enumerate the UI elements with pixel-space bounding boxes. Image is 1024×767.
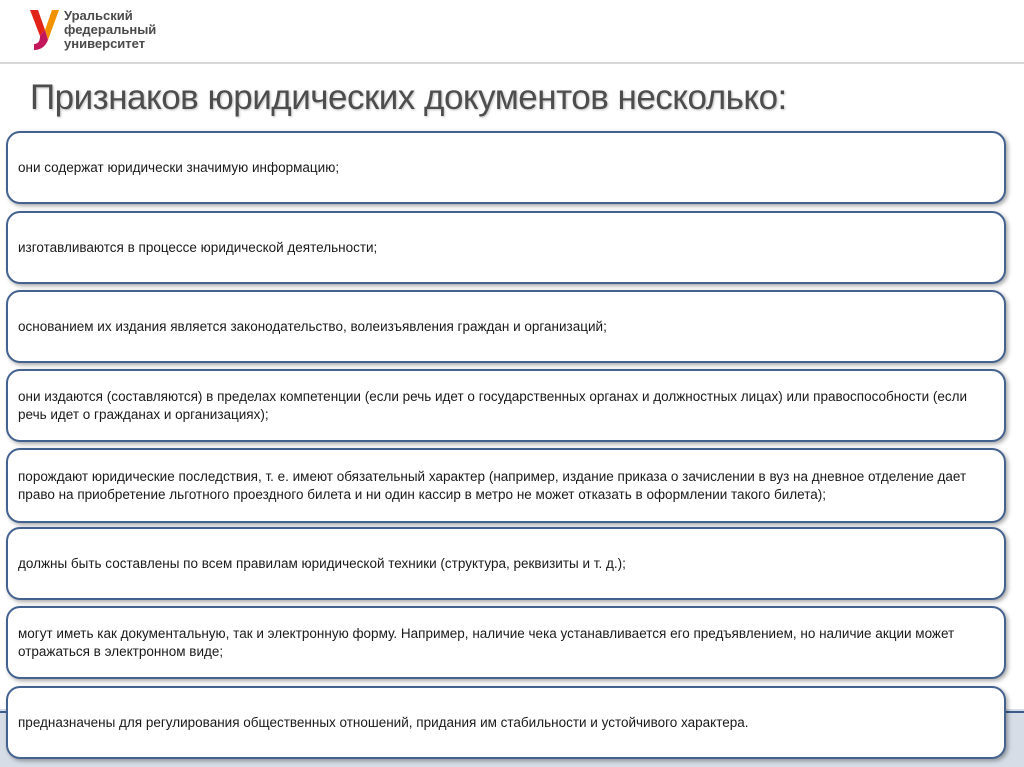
- header-divider: [0, 62, 1024, 64]
- feature-item-4: [6, 369, 1006, 442]
- logo-line-1: Уральский: [64, 8, 133, 23]
- feature-text: должны быть составлены по всем правилам юридической техники (структура, реквизиты и т. д.);: [18, 555, 626, 571]
- feature-text: основанием их издания является законодательство, волеизъявления граждан и организаций;: [18, 318, 607, 334]
- logo-line-2: федеральный: [64, 22, 157, 37]
- feature-item-8: [6, 686, 1006, 759]
- feature-item-2: [6, 211, 1006, 284]
- feature-text: они издаются (составляются) в пределах компетенции (если речь идет о государственных органах и должностных лицах) или правоспособности (если речь идет о гражданах и организациях);: [18, 388, 968, 422]
- university-logo: [28, 6, 178, 56]
- feature-item-5: [6, 448, 1006, 523]
- feature-item-6: [6, 527, 1006, 600]
- feature-text: предназначены для регулирования общественных отношений, придания им стабильности и устойчивого характера.: [18, 714, 749, 730]
- feature-item-3: [6, 290, 1006, 363]
- logo-line-3: университет: [64, 36, 146, 51]
- feature-text: порождают юридические последствия, т. е. имеют обязательный характер (например, издание приказа о зачислении в вуз на дневное отделение дает право на приобретение льготного проездного билета и ни один кассир в метро не может отказать в оформлении такого билета);: [18, 468, 967, 502]
- feature-text: изготавливаются в процессе юридической деятельности;: [18, 239, 378, 255]
- feature-text: они содержат юридически значимую информацию;: [18, 159, 340, 175]
- slide-title: Признаков юридических документов несколько:: [30, 78, 787, 117]
- university-logo-icon: [28, 6, 62, 52]
- feature-item-7: [6, 606, 1006, 679]
- university-logo-text: [64, 9, 156, 51]
- feature-text: могут иметь как документальную, так и электронную форму. Например, наличие чека устанавливается его предъявлением, но наличие акции может отражаться в электронном виде;: [18, 625, 955, 659]
- feature-item-1: [6, 131, 1006, 204]
